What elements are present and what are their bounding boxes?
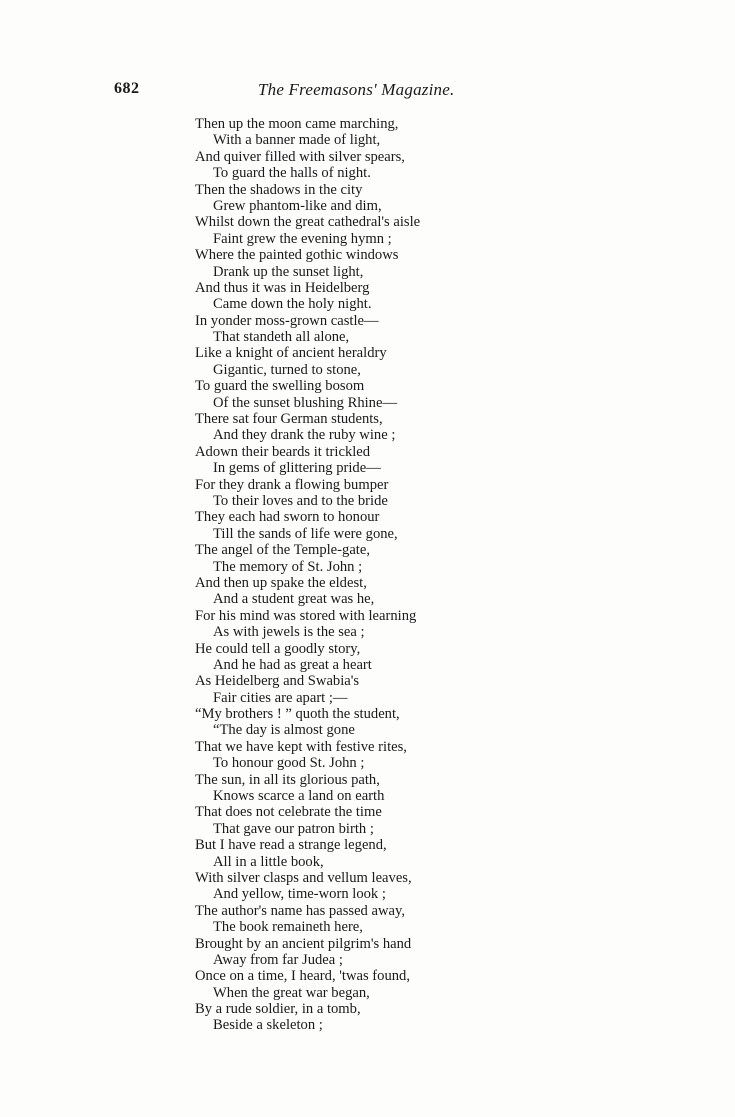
poem-line: That does not celebrate the time <box>195 804 382 821</box>
poem-line: In yonder moss-grown castle— <box>195 312 379 329</box>
poem-line: With a banner made of light, <box>213 132 381 149</box>
poem-body <box>195 116 515 1034</box>
poem-line: When the great war began, <box>213 984 370 1001</box>
poem-line: And thus it was in Heidelberg <box>195 279 370 296</box>
poem-line: That we have kept with festive rites, <box>195 738 407 755</box>
poem-line: Came down the holy night. <box>213 296 372 313</box>
poem-line: Grew phantom-like and dim, <box>213 197 382 214</box>
poem-line: “My brothers ! ” quoth the student, <box>195 706 400 723</box>
poem-line: Away from far Judea ; <box>213 951 343 968</box>
poem-line: There sat four German students, <box>195 411 383 428</box>
poem-line: And then up spake the eldest, <box>195 574 367 591</box>
poem-line: But I have read a strange legend, <box>195 837 387 854</box>
poem-line: The angel of the Temple-gate, <box>195 542 370 559</box>
poem-line: And he had as great a heart <box>213 656 372 673</box>
poem-line: They each had sworn to honour <box>195 509 380 526</box>
poem-line: Then up the moon came marching, <box>195 116 399 132</box>
poem-line: Brought by an ancient pilgrim's hand <box>195 935 412 952</box>
poem-line: Knows scarce a land on earth <box>213 788 385 805</box>
poem-line: Then the shadows in the city <box>195 181 363 198</box>
running-title: The Freemasons' Magazine. <box>258 80 455 99</box>
poem-line: To honour good St. John ; <box>213 755 365 772</box>
poem-line: The sun, in all its glorious path, <box>195 771 380 788</box>
poem-line: Gigantic, turned to stone, <box>213 361 361 378</box>
poem-line: The author's name has passed away, <box>195 902 405 919</box>
poem-line: Beside a skeleton ; <box>213 1017 323 1034</box>
poem-line: Of the sunset blushing Rhine— <box>213 394 398 411</box>
poem-line: That standeth all alone, <box>213 329 350 346</box>
poem-line: By a rude soldier, in a tomb, <box>195 1001 361 1018</box>
poem-line: With silver clasps and vellum leaves, <box>195 869 412 886</box>
poem-line: And a student great was he, <box>213 591 375 608</box>
poem-line: Faint grew the evening hymn ; <box>213 230 392 247</box>
poem-line: And they drank the ruby wine ; <box>213 427 396 444</box>
page-number: 682 <box>114 80 140 97</box>
poem-line: All in a little book, <box>213 853 324 870</box>
poem-line: Whilst down the great cathedral's aisle <box>195 214 421 231</box>
poem-line: Where the painted gothic windows <box>195 247 399 264</box>
poem-line: For his mind was stored with learning <box>195 607 417 624</box>
poem-line: Till the sands of life were gone, <box>213 525 398 542</box>
poem-line: In gems of glittering pride— <box>213 460 381 477</box>
poem-line: To guard the swelling bosom <box>195 378 365 395</box>
poem-line: And yellow, time-worn look ; <box>213 886 386 903</box>
poem-line: He could tell a goodly story, <box>195 640 361 657</box>
poem-line: As Heidelberg and Swabia's <box>195 673 360 690</box>
poem-line: The memory of St. John ; <box>213 558 363 575</box>
poem-line: And quiver filled with silver spears, <box>195 148 405 165</box>
poem-line: “The day is almost gone <box>213 722 355 739</box>
poem-line: As with jewels is the sea ; <box>213 624 365 641</box>
poem-line: That gave our patron birth ; <box>213 820 374 837</box>
poem-line: For they drank a flowing bumper <box>195 476 389 493</box>
poem-line: Once on a time, I heard, 'twas found, <box>195 968 410 985</box>
poem-line: Drank up the sunset light, <box>213 263 364 280</box>
poem-line: The book remaineth here, <box>213 919 363 936</box>
poem-line: Adown their beards it trickled <box>195 443 371 460</box>
poem-line: Like a knight of ancient heraldry <box>195 345 387 362</box>
poem-line: To guard the halls of night. <box>213 165 371 182</box>
poem-line: To their loves and to the bride <box>213 492 388 509</box>
poem-line: Fair cities are apart ;— <box>213 689 348 706</box>
